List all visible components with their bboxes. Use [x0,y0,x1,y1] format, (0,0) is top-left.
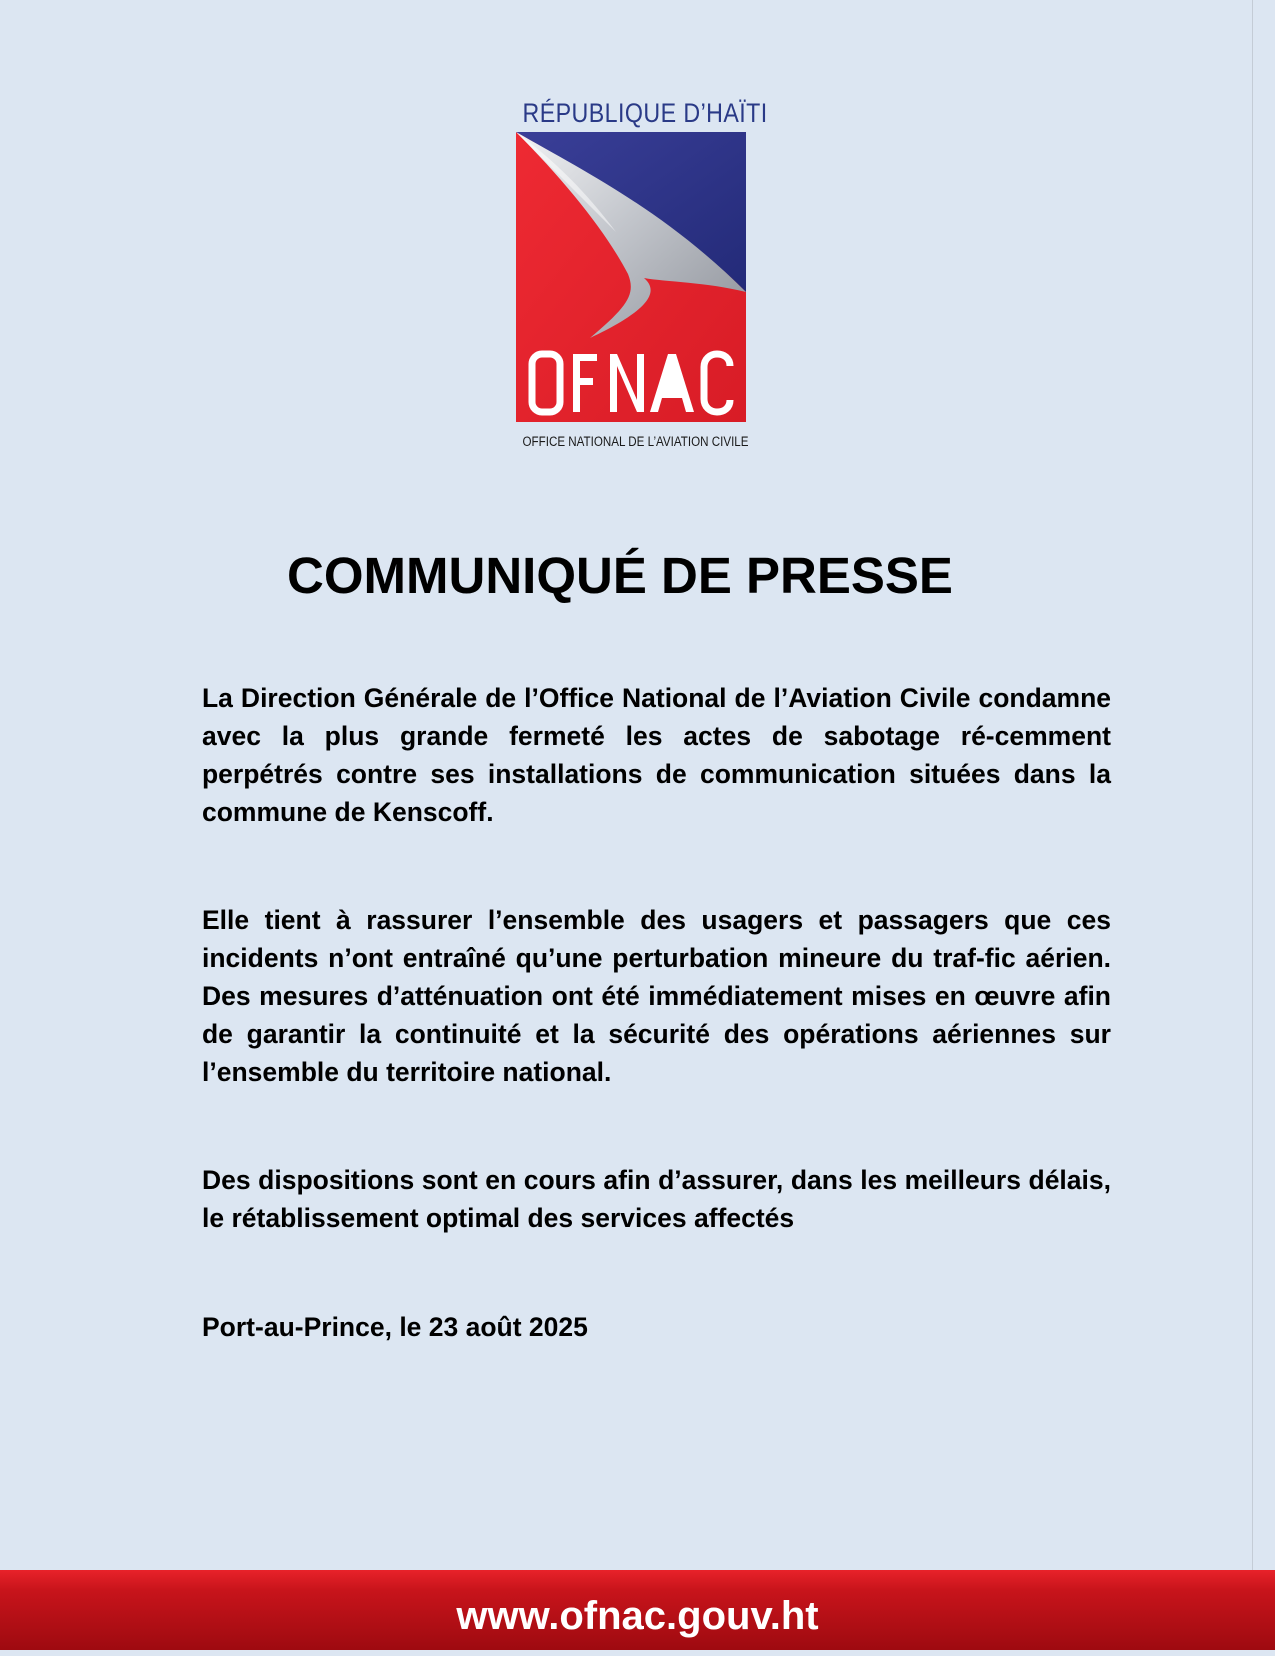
logo-republic-text: RÉPUBLIQUE D’HAÏTI [522,98,768,128]
paragraph-reassurance: Elle tient à rassurer l’ensemble des usagers et passagers que ces incidents n’ont entraîné qu’une perturbation mineure du traf-fic aérien. Des mesures d’atténuation ont été immédiatement mises en œuvre afin de garantir la continuité et la sécurité des opérations aériennes sur l’ensemble du territoire national. [202,905,1111,1087]
page-edge-rule [1252,0,1253,1570]
paragraph-condemnation: La Direction Générale de l’Office National de l’Aviation Civile condamne avec la plus grande fermeté les actes de sabotage ré-cemment perpétrés contre ses installations de communication situées dans la commune de Kenscoff. [202,683,1111,827]
ofnac-logo [505,98,768,454]
logo-office-text: OFFICE NATIONAL DE L’AVIATION CIVILE [522,434,749,449]
ofnac-emblem-icon [516,132,746,422]
date-line: Port-au-Prince, le 23 août 2025 [202,1312,588,1342]
paragraph-dispositions: Des dispositions sont en cours afin d’assurer, dans les meilleurs délais, le rétablissement optimal des services affectés [202,1165,1111,1233]
footer-bar [0,1570,1275,1650]
page-title: COMMUNIQUÉ DE PRESSE [287,547,953,604]
footer-website-url: www.ofnac.gouv.ht [456,1594,819,1638]
